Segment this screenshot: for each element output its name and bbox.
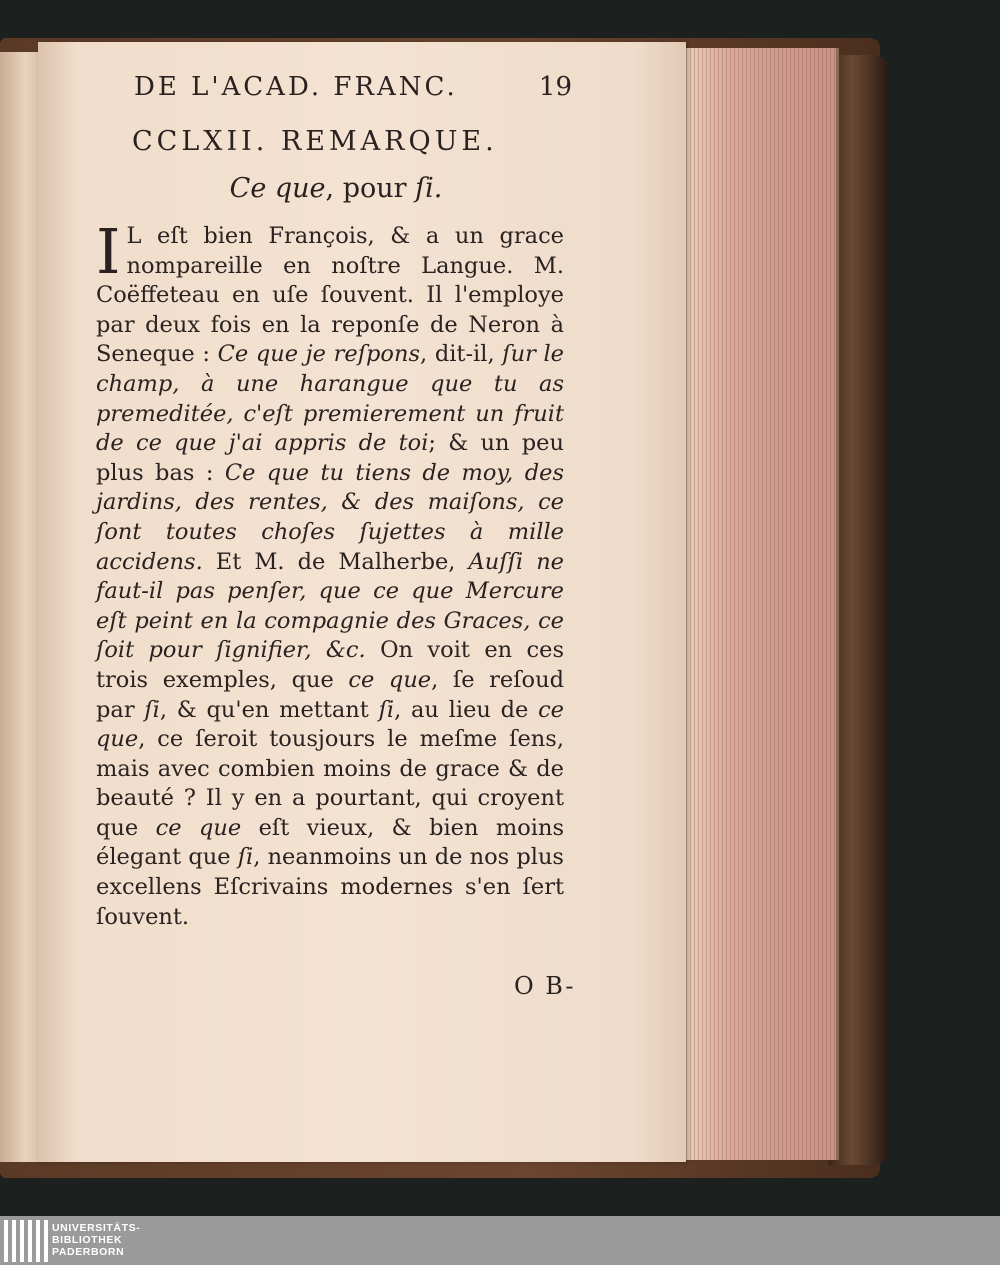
- running-head: [134, 72, 572, 102]
- library-name-line: PADERBORN: [52, 1246, 125, 1258]
- body-quote: Ce que je reſpons: [217, 341, 421, 368]
- remark-title: CCLXII. REMARQUE.: [132, 126, 498, 157]
- page-text-block: [96, 72, 576, 932]
- library-name-line: BIBLIOTHEK: [52, 1234, 123, 1246]
- body-run: Et M. de Malherbe,: [202, 548, 469, 575]
- body-run: On voit en ces trois exemples, que: [96, 637, 565, 693]
- running-head-title: DE L'ACAD. FRANC.: [134, 72, 458, 102]
- body-quote: ce que: [96, 696, 564, 753]
- body-quote: ce que: [348, 666, 432, 693]
- drop-cap: I: [96, 215, 121, 288]
- library-name: [52, 1222, 140, 1258]
- remark-body: [96, 215, 565, 932]
- body-run: , neanmoins un de nos plus excellens Eſcrivains modernes s'en ſert ſouvent.: [96, 844, 564, 930]
- body-run: , ſe reſoud par: [96, 666, 564, 723]
- body-quote: ſi: [378, 696, 395, 723]
- body-quote: ſur le champ, à une harangue que tu as premeditée, c'eſt premierement un fruit de ce que j'ai appris de toi: [96, 341, 565, 457]
- library-footer: [0, 1216, 1000, 1265]
- body-run: , au lieu de: [394, 696, 539, 723]
- body-run: eſt vieux, & bien moins élegant que: [96, 814, 564, 871]
- subtitle-part-3: ſi.: [415, 173, 443, 204]
- subtitle-part-2: , pour: [325, 173, 416, 204]
- body-run: L eſt bien François, & a un grace nompareille en noſtre Langue. M. Coëffeteau en uſe ſouvent. Il l'employe par deux fois en la reponſe de Neron à Seneque :: [96, 223, 564, 368]
- library-logo-icon: [4, 1220, 48, 1262]
- remark-subtitle: [96, 173, 576, 204]
- page-number: 19: [538, 72, 572, 102]
- body-quote: ce que: [155, 814, 242, 841]
- body-run: , dit-il,: [420, 341, 503, 368]
- body-run: , & qu'en mettant: [159, 696, 379, 723]
- body-quote: Auſſi ne faut-il pas penſer, que ce que Mercure eſt peint en la compagnie des Graces, ce ſoit pour ſignifier, &c.: [96, 548, 564, 664]
- page-edges: [686, 48, 839, 1160]
- body-quote: Ce que tu tiens de moy, des jardins, des rentes, & des maiſons, ce ſont toutes choſes ſujettes à mille accidens.: [96, 459, 564, 575]
- subtitle-part-1: Ce que: [229, 173, 326, 204]
- catchword: O B-: [514, 972, 576, 1000]
- body-quote: ſi: [144, 696, 160, 723]
- library-name-line: UNIVERSITÄTS-: [52, 1222, 141, 1234]
- facing-page-edge: [0, 52, 42, 1162]
- body-quote: ſi: [237, 844, 254, 871]
- body-run: , ce ſeroit tousjours le meſme ſens, mais avec combien moins de grace & de beauté ? Il y en a pourtant, qui croyent que: [96, 726, 564, 841]
- body-run: ; & un peu plus bas :: [96, 430, 564, 486]
